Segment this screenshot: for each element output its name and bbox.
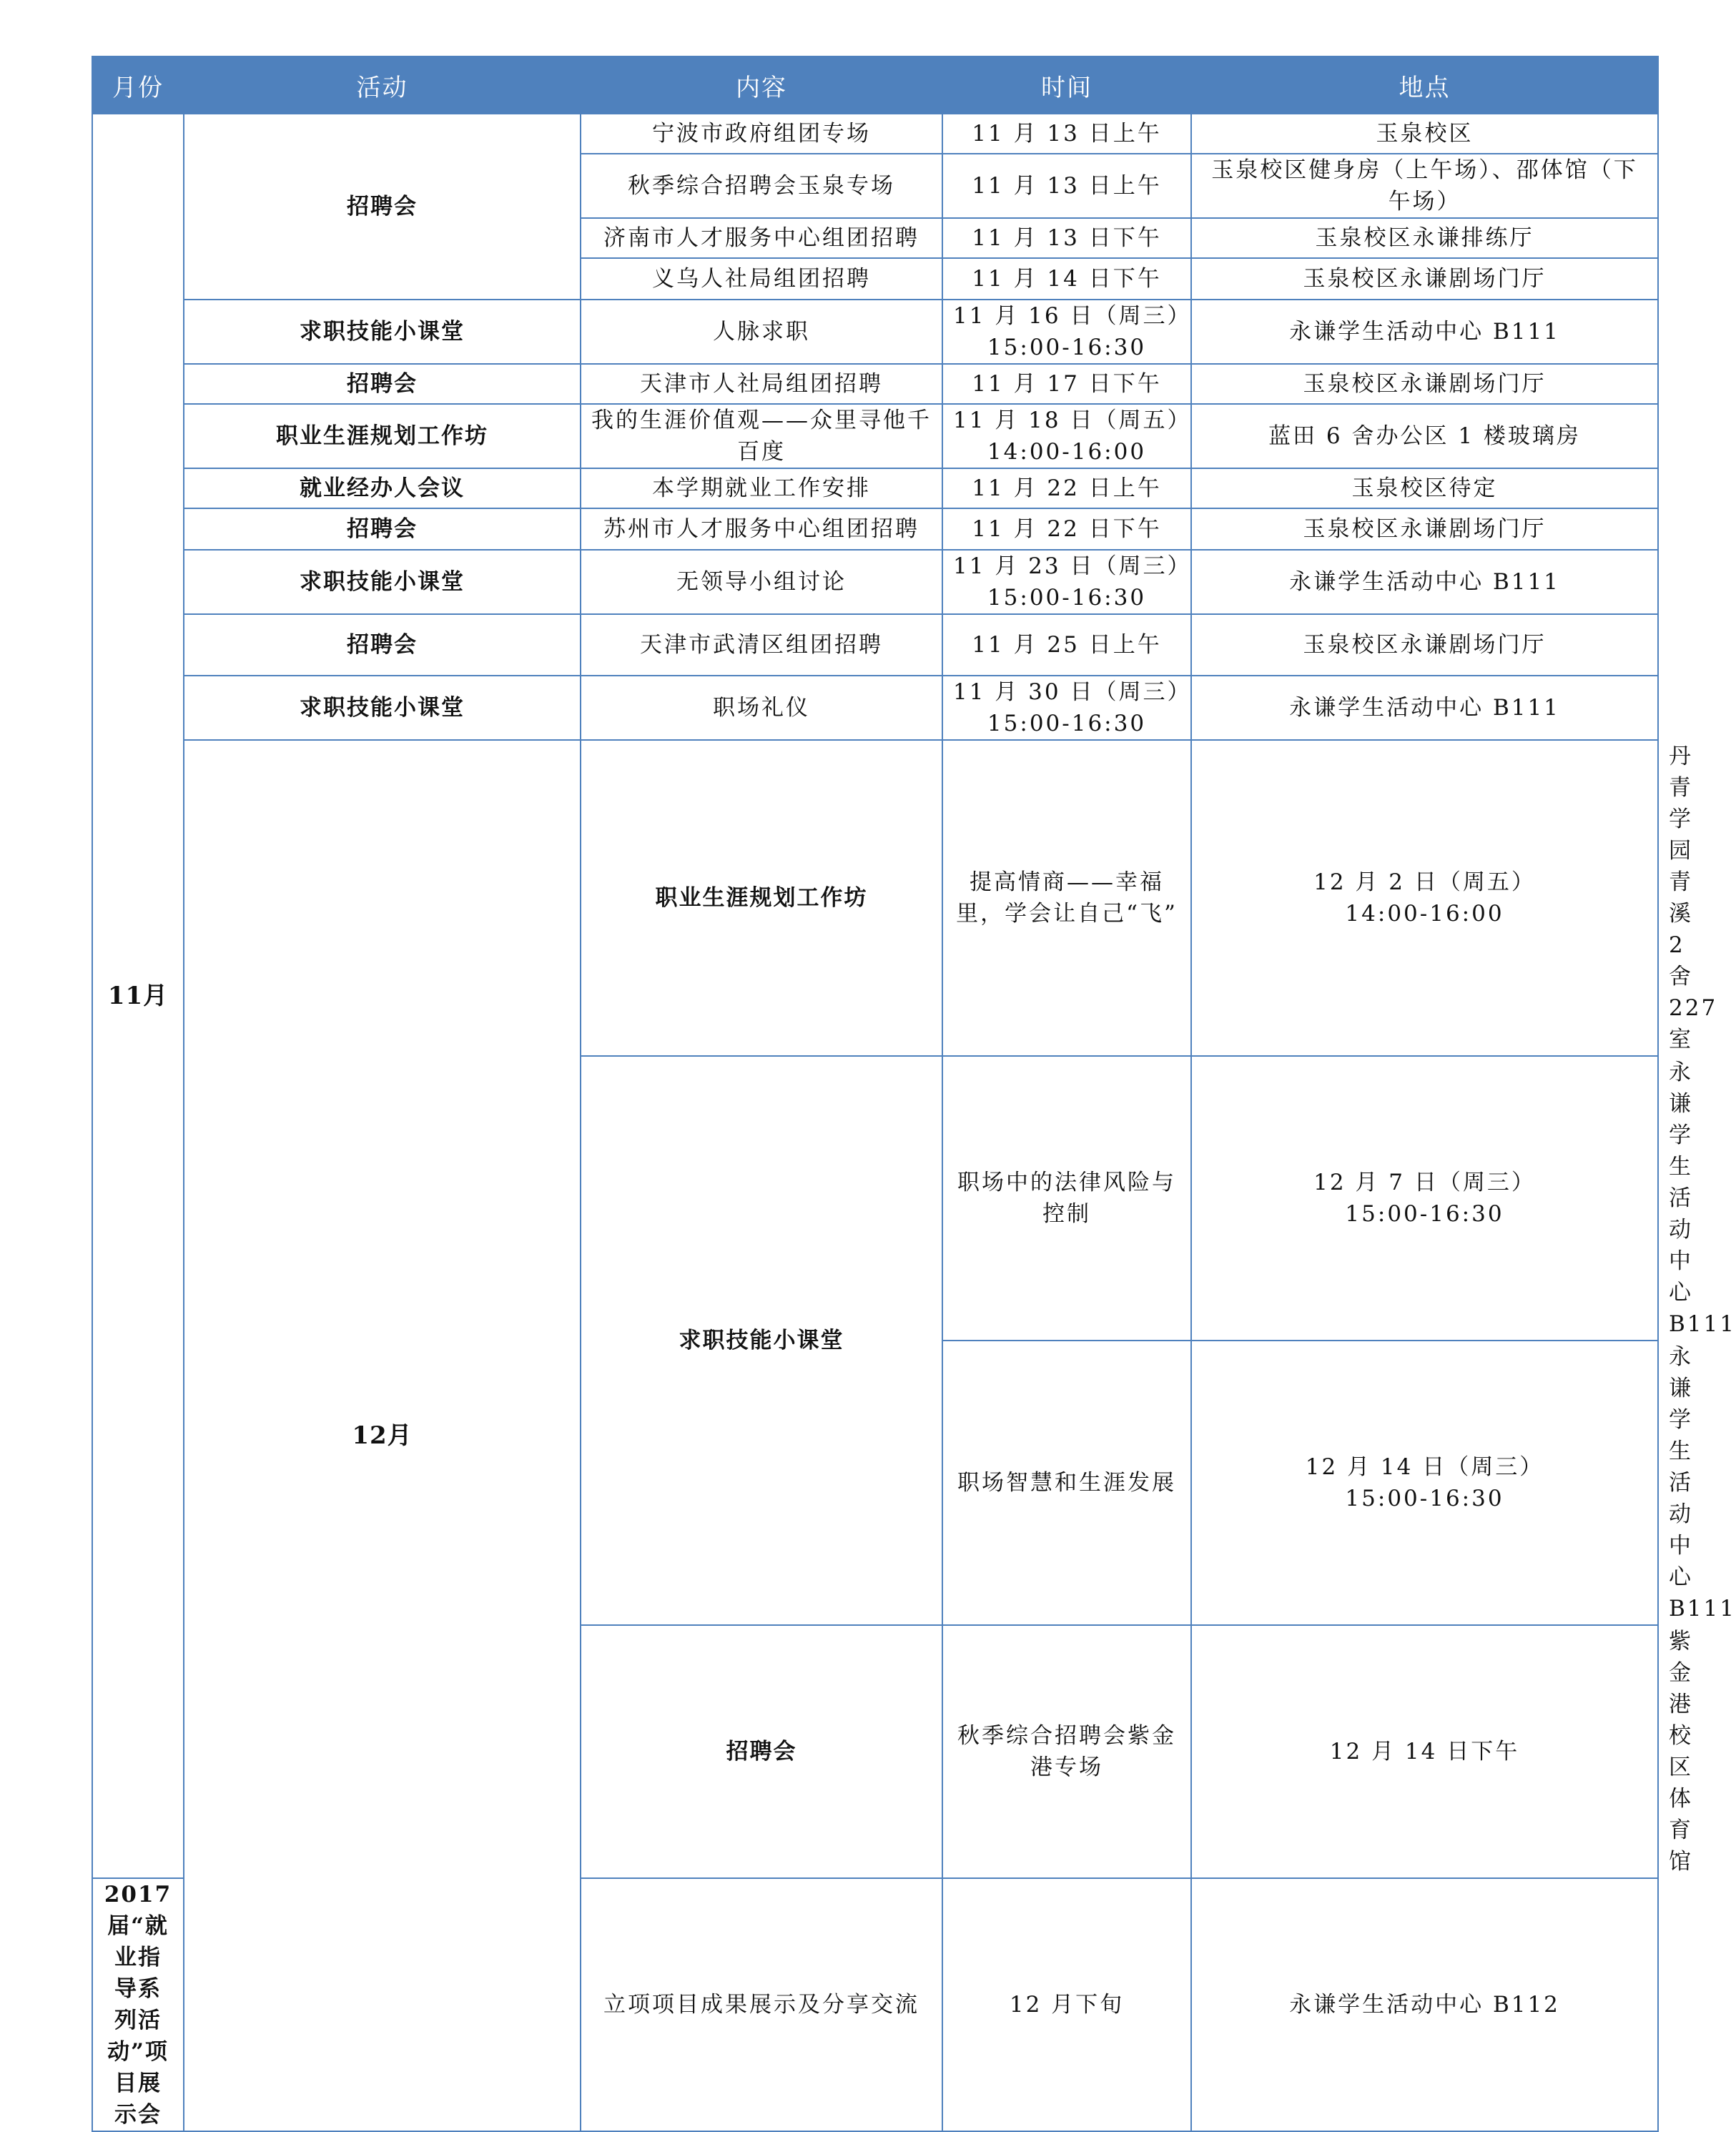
content-cell: 无领导小组讨论 [581, 550, 942, 614]
header-place: 地点 [1191, 56, 1658, 114]
time-cell [942, 508, 1191, 550]
time-line: 12 月 14 日下午 [1329, 1739, 1520, 1765]
time-line: 11 月 23 日（周三） [953, 553, 1192, 579]
activity-cell: 招聘会 [581, 1625, 942, 1878]
time-line: 15:00-16:30 [1345, 1486, 1504, 1511]
activity-cell: 职业生涯规划工作坊 [581, 740, 942, 1056]
place-cell: 永谦学生活动中心 B111 [1191, 676, 1658, 740]
place-cell: 玉泉校区永谦排练厅 [1191, 218, 1658, 258]
place-cell: 玉泉校区永谦剧场门厅 [1191, 614, 1658, 676]
time-line: 15:00-16:30 [987, 711, 1147, 736]
place-cell: 玉泉校区永谦剧场门厅 [1191, 364, 1658, 404]
time-line: 11 月 16 日（周三） [953, 303, 1192, 329]
place-cell: 蓝田 6 舍办公区 1 楼玻璃房 [1191, 404, 1658, 468]
place-cell: 玉泉校区待定 [1191, 468, 1658, 508]
content-cell: 秋季综合招聘会紫金港专场 [942, 1625, 1191, 1878]
time-cell [942, 114, 1191, 154]
activity-cell: 招聘会 [184, 364, 581, 404]
time-line: 12 月 7 日（周三） [1313, 1170, 1536, 1195]
content-cell: 职场中的法律风险与控制 [942, 1056, 1191, 1341]
activity-cell: 求职技能小课堂 [184, 300, 581, 364]
month-cell: 11月 [92, 114, 184, 1878]
time-line: 11 月 13 日下午 [972, 225, 1162, 251]
time-line: 15:00-16:30 [987, 585, 1147, 611]
place-cell: 玉泉校区永谦剧场门厅 [1191, 258, 1658, 300]
content-cell: 本学期就业工作安排 [581, 468, 942, 508]
activity-cell: 就业经办人会议 [184, 468, 581, 508]
time-line: 15:00-16:30 [987, 335, 1147, 360]
time-cell [942, 1878, 1191, 2131]
time-line: 11 月 17 日下午 [972, 371, 1162, 397]
activity-cell: 求职技能小课堂 [581, 1056, 942, 1625]
content-cell: 义乌人社局组团招聘 [581, 258, 942, 300]
activity-cell: 职业生涯规划工作坊 [184, 404, 581, 468]
content-cell: 济南市人才服务中心组团招聘 [581, 218, 942, 258]
time-cell [942, 550, 1191, 614]
header-time: 时间 [942, 56, 1191, 114]
time-cell [942, 614, 1191, 676]
header-row [92, 56, 1658, 114]
place-cell: 玉泉校区 [1191, 114, 1658, 154]
time-line: 14:00-16:00 [1345, 901, 1504, 927]
time-cell [942, 404, 1191, 468]
content-cell: 秋季综合招聘会玉泉专场 [581, 154, 942, 218]
time-line: 11 月 25 日上午 [972, 632, 1162, 658]
time-line: 11 月 30 日（周三） [953, 679, 1192, 705]
table-row: 12月 职业生涯规划工作坊 提高情商——幸福里，学会让自己“飞” 12 月 2 日（周五） 14:00-16:00 丹青学园青溪 2 舍 227 室 [92, 740, 1658, 1056]
time-line: 11 月 14 日下午 [972, 266, 1162, 292]
table-row [92, 300, 1658, 364]
time-line: 14:00-16:00 [987, 439, 1147, 465]
time-line: 11 月 18 日（周五） [953, 408, 1192, 433]
table-row [92, 404, 1658, 468]
table-header [92, 56, 1658, 114]
activity-cell: 招聘会 [184, 114, 581, 300]
activity-cell: 求职技能小课堂 [184, 676, 581, 740]
table-row [92, 508, 1658, 550]
time-line: 12 月下旬 [1009, 1992, 1125, 2018]
content-cell: 宁波市政府组团专场 [581, 114, 942, 154]
time-cell [1191, 740, 1658, 1056]
content-cell: 我的生涯价值观——众里寻他千百度 [581, 404, 942, 468]
table-row [92, 468, 1658, 508]
place-cell: 永谦学生活动中心 B111 [1191, 300, 1658, 364]
content-cell: 人脉求职 [581, 300, 942, 364]
time-line: 15:00-16:30 [1345, 1201, 1504, 1227]
month-cell: 12月 [184, 740, 581, 2131]
time-line: 11 月 22 日下午 [972, 516, 1162, 542]
time-cell [942, 468, 1191, 508]
activity-cell: 招聘会 [184, 614, 581, 676]
activity-cell: 招聘会 [184, 508, 581, 550]
activity-schedule-table [92, 56, 1736, 2132]
content-cell: 职场智慧和生涯发展 [942, 1341, 1191, 1625]
table-row [92, 676, 1658, 740]
time-cell [942, 154, 1191, 218]
place-cell: 玉泉校区健身房（上午场）、邵体馆（下午场） [1191, 154, 1658, 218]
activity-cell: 2017 届“就业指导系列活动”项目展示会 [92, 1878, 184, 2131]
content-cell: 提高情商——幸福里，学会让自己“飞” [942, 740, 1191, 1056]
time-line: 11 月 13 日上午 [972, 173, 1162, 199]
time-cell [1191, 1056, 1658, 1341]
activity-cell: 求职技能小课堂 [184, 550, 581, 614]
header-content: 内容 [581, 56, 942, 114]
table-row: 求职技能小课堂 职场中的法律风险与控制 12 月 7 日（周三） 15:00-16:30 永谦学生活动中心 B111 [92, 1056, 1658, 1341]
time-cell [942, 218, 1191, 258]
table-row [92, 114, 1658, 154]
table-body [92, 114, 1736, 2131]
time-line: 11 月 13 日上午 [972, 121, 1162, 147]
table-row [92, 364, 1658, 404]
place-cell: 永谦学生活动中心 B111 [1191, 550, 1658, 614]
time-cell [1191, 1341, 1658, 1625]
header-month: 月份 [92, 56, 184, 114]
place-cell: 永谦学生活动中心 B112 [1191, 1878, 1658, 2131]
table-row: 职场智慧和生涯发展 12 月 14 日（周三） 15:00-16:30 永谦学生活动中心 B111 [92, 1341, 1658, 1625]
time-cell [942, 364, 1191, 404]
time-cell [942, 300, 1191, 364]
time-cell [1191, 1625, 1658, 1878]
content-cell: 天津市人社局组团招聘 [581, 364, 942, 404]
place-cell: 玉泉校区永谦剧场门厅 [1191, 508, 1658, 550]
table-row: 招聘会 秋季综合招聘会紫金港专场 12 月 14 日下午 紫金港校区体育馆 [92, 1625, 1658, 1878]
time-line: 11 月 22 日上午 [972, 475, 1162, 501]
time-cell [942, 258, 1191, 300]
time-line: 12 月 2 日（周五） [1313, 869, 1536, 895]
table-row [92, 550, 1658, 614]
time-line: 12 月 14 日（周三） [1305, 1454, 1544, 1480]
table-row [92, 614, 1658, 676]
time-cell [942, 676, 1191, 740]
content-cell: 职场礼仪 [581, 676, 942, 740]
header-activity: 活动 [184, 56, 581, 114]
content-cell: 天津市武清区组团招聘 [581, 614, 942, 676]
content-cell: 立项项目成果展示及分享交流 [581, 1878, 942, 2131]
content-cell: 苏州市人才服务中心组团招聘 [581, 508, 942, 550]
